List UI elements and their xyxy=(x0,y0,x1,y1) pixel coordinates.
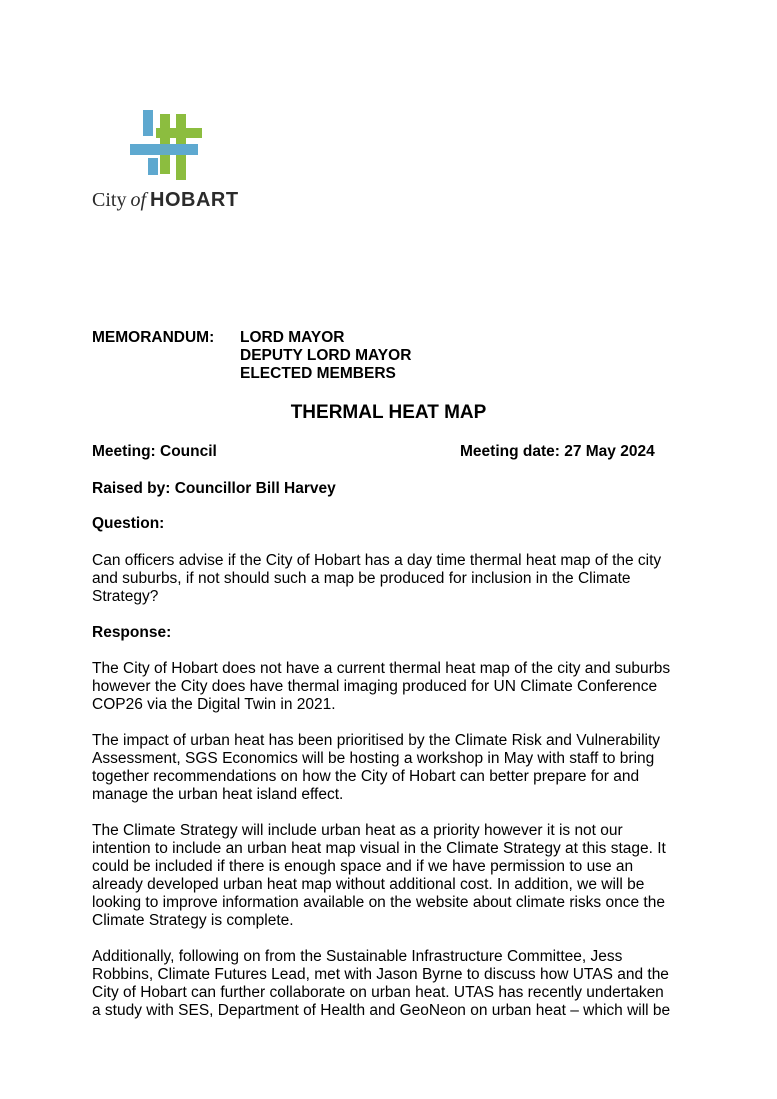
meeting-date: Meeting date: 27 May 2024 xyxy=(460,443,655,460)
response-paragraph-3 xyxy=(92,822,692,930)
text-line: manage the urban heat island effect. xyxy=(92,786,344,803)
text-line: already developed urban heat map without additional cost. In addition, we will be xyxy=(92,876,645,893)
text-line: together recommendations on how the City of Hobart can better prepare for and xyxy=(92,768,640,785)
text-line: looking to improve information available on the website about climate risks once the xyxy=(92,894,665,911)
text-line: Additionally, following on from the Sustainable Infrastructure Committee, Jess xyxy=(92,948,623,965)
recipient: ELECTED MEMBERS xyxy=(240,365,396,382)
text-line: The Climate Strategy will include urban heat as a priority however it is not our xyxy=(92,822,623,839)
logo-text-of: of xyxy=(130,189,147,211)
text-line: Strategy? xyxy=(92,588,159,605)
recipient: LORD MAYOR xyxy=(240,329,345,346)
question-heading: Question: xyxy=(92,515,165,532)
text-line: Assessment, SGS Economics will be hosting a workshop in May with staff to bring xyxy=(92,750,655,767)
text-line: City of Hobart can further collaborate on urban heat. UTAS has recently undertaken xyxy=(92,984,664,1001)
response-paragraph-1 xyxy=(92,660,692,714)
meeting-label: Meeting: Council xyxy=(92,443,217,460)
text-line: The impact of urban heat has been prioritised by the Climate Risk and Vulnerability xyxy=(92,732,661,749)
logo-wordmark xyxy=(92,189,242,212)
text-line: and suburbs, if not should such a map be produced for inclusion in the Climate xyxy=(92,570,631,587)
text-line: COP26 via the Digital Twin in 2021. xyxy=(92,696,336,713)
text-line: Can officers advise if the City of Hobart has a day time thermal heat map of the city xyxy=(92,552,662,569)
response-heading: Response: xyxy=(92,624,172,641)
response-paragraph-2 xyxy=(92,732,692,804)
logo-text-hobart: HOBART xyxy=(150,189,239,211)
text-line: however the City does have thermal imaging produced for UN Climate Conference xyxy=(92,678,658,695)
raised-by: Raised by: Councillor Bill Harvey xyxy=(92,480,336,497)
hobart-logo-mark-icon xyxy=(130,110,202,180)
text-line: intention to include an urban heat map visual in the Climate Strategy at this stage. It xyxy=(92,840,666,857)
question-paragraph xyxy=(92,552,692,606)
text-line: Climate Strategy is complete. xyxy=(92,912,294,929)
memorandum-label: MEMORANDUM: xyxy=(92,329,215,346)
document-title: THERMAL HEAT MAP xyxy=(290,402,487,423)
text-line: a study with SES, Department of Health and GeoNeon on urban heat – which will be xyxy=(92,1002,671,1019)
text-line: Robbins, Climate Futures Lead, met with Jason Byrne to discuss how UTAS and the xyxy=(92,966,669,983)
recipient: DEPUTY LORD MAYOR xyxy=(240,347,412,364)
text-line: could be included if there is enough space and if we have permission to use an xyxy=(92,858,634,875)
logo-text-city: City xyxy=(92,189,127,211)
city-of-hobart-logo xyxy=(92,110,242,212)
response-paragraph-4 xyxy=(92,948,692,1020)
text-line: The City of Hobart does not have a current thermal heat map of the city and suburbs xyxy=(92,660,671,677)
memorandum-recipients xyxy=(240,329,411,383)
